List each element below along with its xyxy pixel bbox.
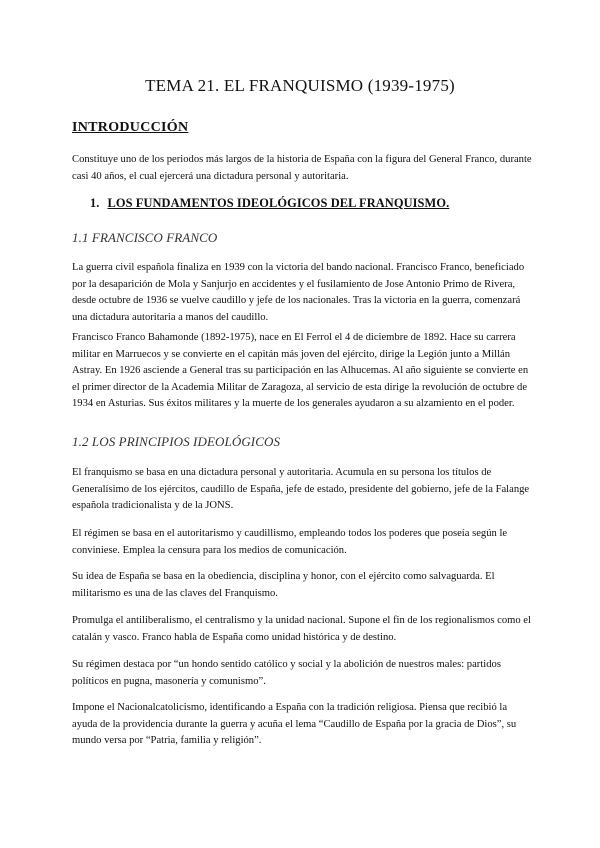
paragraph: El régimen se basa en el autoritarismo y caudillismo, empleando todos los poderes que poseía según le conviniese. Emplea la censura para los medios de comunicación. (72, 528, 508, 556)
paragraph: Promulga el antiliberalismo, el centralismo y la unidad nacional. Supone el fin de los regionalismos como el catalán y vasco. Franco habla de España como unidad histórica y de destino. (72, 615, 531, 643)
subsection-1-1-heading: 1.1 FRANCISCO FRANCO (72, 230, 218, 245)
introduction-heading: INTRODUCCIÓN (72, 120, 189, 135)
paragraph: Su régimen destaca por “un hondo sentido católico y social y la abolición de nuestros males: partidos políticos en pugna, masonería y comunismo”. (72, 659, 501, 687)
paragraph: El franquismo se basa en una dictadura personal y autoritaria. Acumula en su persona los títulos de Generalísimo de los ejércitos, caudillo de España, jefe de estado, presidente del gobierno, jefe de la Falange española tradicionalista y de la JONS. (72, 467, 530, 511)
document-title: TEMA 21. EL FRANQUISMO (1939-1975) (145, 76, 455, 95)
paragraph: Impone el Nacionalcatolicismo, identificando a España con la tradición religiosa. Piensa que recibió la ayuda de la providencia durante la guerra y acuña el lema “Caudillo de España por la gracia de Dios”, su mundo versa por “Patria, familia y religión”. (72, 702, 517, 746)
section-1-heading (90, 196, 449, 211)
introduction-paragraph: Constituye uno de los periodos más largos de la historia de España con la figura del General Franco, durante casi 40 años, el cual ejercerá una dictadura personal y autoritaria. (72, 154, 532, 182)
section-number: 1. (90, 196, 100, 210)
subsection-1-2-heading: 1.2 LOS PRINCIPIOS IDEOLÓGICOS (72, 434, 281, 449)
section-title: LOS FUNDAMENTOS IDEOLÓGICOS DEL FRANQUISMO. (107, 196, 450, 210)
paragraph: Francisco Franco Bahamonde (1892-1975), nace en El Ferrol el 4 de diciembre de 1892. Hace su carrera militar en Marruecos y se convierte en el capitán más joven del ejército, dirige la Legión junto a Millán Astray. En 1926 asciende a General tras su participación en las Alhucemas. Al año siguiente se convierte en el primer director de la Academia Militar de Zaragoza, al servicio de esta dirige la revolución de octubre de 1934 en Asturias. Sus éxitos militares y la muerte de los generales ayudaron a su alzamiento en el poder. (72, 332, 529, 409)
paragraph: Su idea de España se basa en la obediencia, disciplina y honor, con el ejército como salvaguarda. El militarismo es una de las claves del Franquismo. (72, 571, 495, 599)
paragraph: La guerra civil española finaliza en 1939 con la victoria del bando nacional. Francisco Franco, beneficiado por la desaparición de Mola y Sanjurjo en accidentes y el fusilamiento de Jose Antonio Primo de Rivera, desde octubre de 1936 se vuelve caudillo y jefe de los nacionales. Tras la victoria en la guerra, comenzará una dictadura autoritaria a manos del caudillo. (72, 262, 525, 323)
